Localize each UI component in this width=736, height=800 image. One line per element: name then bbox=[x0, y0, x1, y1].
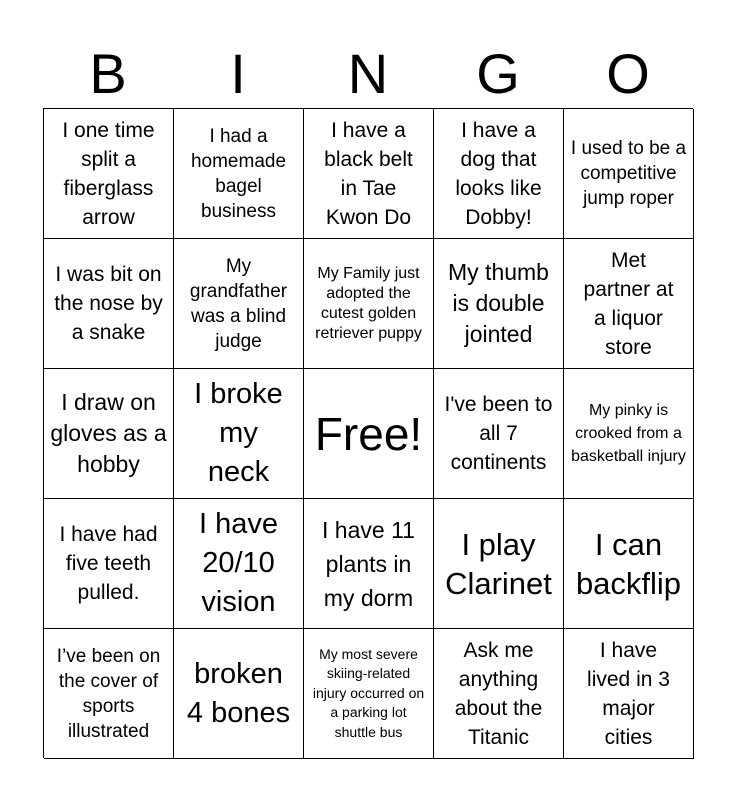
cell-text: I used to be a competitive jump roper bbox=[570, 138, 687, 209]
free-space[interactable] bbox=[304, 369, 434, 499]
bingo-cell[interactable] bbox=[304, 239, 434, 369]
cell-text: broken 4 bones bbox=[186, 657, 291, 729]
bingo-cell[interactable] bbox=[174, 629, 304, 759]
cell-text: I have a dog that looks like Dobby! bbox=[455, 118, 542, 229]
bingo-cell[interactable] bbox=[434, 239, 564, 369]
cell-text: Ask me anything about the Titanic bbox=[454, 638, 543, 749]
bingo-cell[interactable] bbox=[44, 499, 174, 629]
cell-text: I play Clarinet bbox=[445, 526, 552, 601]
bingo-cell[interactable] bbox=[44, 239, 174, 369]
bingo-cell[interactable] bbox=[434, 369, 564, 499]
cell-text: My pinky is crooked from a basketball injury bbox=[571, 402, 686, 465]
cell-text: I had a homemade bagel business bbox=[190, 125, 287, 222]
bingo-cell[interactable] bbox=[174, 499, 304, 629]
header-letter-g: G bbox=[476, 42, 520, 105]
cell-text: I was bit on the nose by a snake bbox=[54, 263, 163, 344]
bingo-grid bbox=[43, 108, 693, 758]
cell-text: I have lived in 3 major cities bbox=[587, 638, 670, 749]
bingo-cell[interactable] bbox=[174, 369, 304, 499]
cell-text: My grandfather was a blind judge bbox=[189, 255, 288, 352]
cell-text: I have 11 plants in my dorm bbox=[322, 516, 415, 611]
cell-text: I can backflip bbox=[575, 526, 682, 601]
bingo-cell[interactable] bbox=[564, 499, 694, 629]
cell-text: My Family just adopted the cutest golden retriever puppy bbox=[315, 264, 422, 342]
bingo-cell[interactable] bbox=[434, 629, 564, 759]
header-letter-i: I bbox=[230, 42, 246, 105]
cell-text: My thumb is double jointed bbox=[448, 259, 549, 347]
bingo-cell[interactable] bbox=[174, 109, 304, 239]
bingo-cell[interactable] bbox=[564, 369, 694, 499]
cell-text: I draw on gloves as a hobby bbox=[50, 389, 167, 477]
bingo-cell[interactable] bbox=[44, 369, 174, 499]
bingo-cell[interactable] bbox=[304, 499, 434, 629]
header-letter-b: B bbox=[89, 42, 127, 105]
header-letter-o: O bbox=[606, 42, 650, 105]
cell-text: I broke my neck bbox=[194, 378, 283, 488]
cell-text: I've been to all 7 continents bbox=[444, 393, 553, 474]
bingo-cell[interactable] bbox=[564, 629, 694, 759]
bingo-cell[interactable] bbox=[304, 109, 434, 239]
bingo-cell[interactable] bbox=[564, 109, 694, 239]
bingo-cell[interactable] bbox=[434, 109, 564, 239]
free-space-text: Free! bbox=[314, 407, 423, 460]
cell-text: I have a black belt in Tae Kwon Do bbox=[324, 118, 413, 229]
cell-text: My most severe skiing-related injury occurred on a parking lot shuttle bus bbox=[312, 645, 425, 740]
cell-text: I’ve been on the cover of sports illustrated bbox=[56, 645, 161, 742]
bingo-cell[interactable] bbox=[44, 109, 174, 239]
bingo-cell[interactable] bbox=[174, 239, 304, 369]
cell-text: I have 20/10 vision bbox=[199, 508, 278, 618]
bingo-header bbox=[43, 40, 693, 108]
cell-text: I have had five teeth pulled. bbox=[59, 523, 158, 604]
cell-text: Met partner at a liquor store bbox=[583, 248, 674, 359]
bingo-cell[interactable] bbox=[44, 629, 174, 759]
bingo-cell[interactable] bbox=[304, 629, 434, 759]
cell-text: I one time split a fiberglass arrow bbox=[62, 118, 155, 229]
bingo-cell[interactable] bbox=[434, 499, 564, 629]
bingo-cell[interactable] bbox=[564, 239, 694, 369]
header-letter-n: N bbox=[347, 42, 389, 105]
